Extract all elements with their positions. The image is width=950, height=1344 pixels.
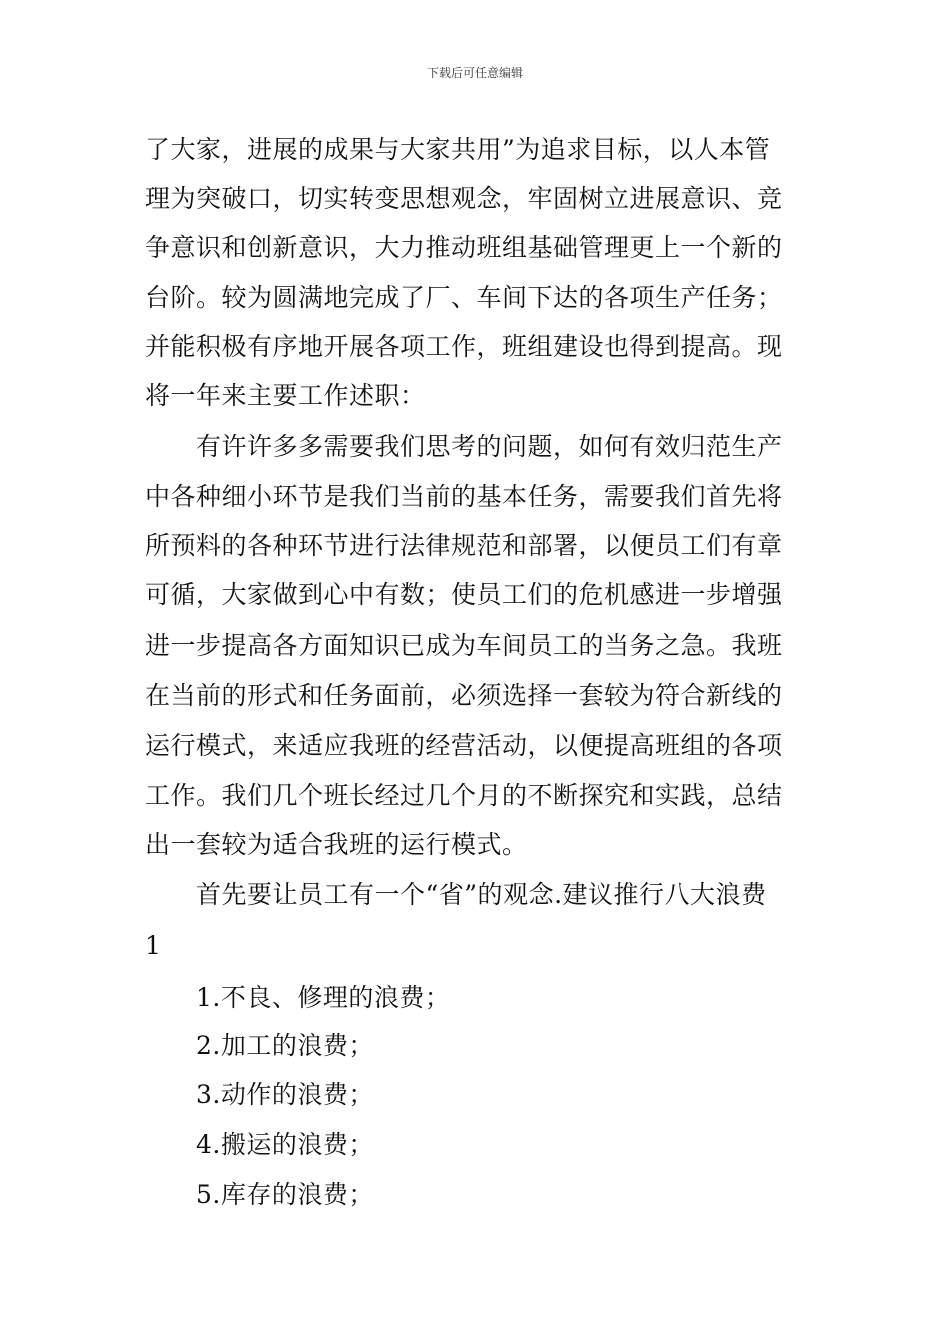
text-line: 在当前的形式和任务面前，必须选择一套较为符合新线的 [145, 681, 783, 710]
text-line: 有许许多多需要我们思考的问题，如何有效归范生产 [196, 432, 783, 461]
text-line: 出一套较为适合我班的运行模式。 [145, 830, 528, 859]
page-header: 下载后可任意编辑 [426, 66, 523, 80]
text-line: 可循，大家做到心中有数；使员工们的危机感进一步增强 [145, 580, 783, 609]
text-line: 工作。我们几个班长经过几个月的不断探究和实践，总结 [145, 781, 783, 810]
text-line: 争意识和创新意识，大力推动班组基础管理更上一个新的 [145, 233, 783, 262]
text-line: 1 [145, 931, 162, 960]
text-line: 首先要让员工有一个“省”的观念.建议推行八大浪费 [196, 880, 767, 909]
list-item: 1.不良、修理的浪费； [196, 983, 451, 1012]
text-line: 中各种细小环节是我们当前的基本任务，需要我们首先将 [145, 482, 783, 511]
list-item: 5.库存的浪费； [196, 1180, 374, 1209]
list-item: 2.加工的浪费； [196, 1031, 374, 1060]
text-line: 运行模式，来适应我班的经营活动，以便提高班组的各项 [145, 731, 783, 760]
text-line: 进一步提高各方面知识已成为车间员工的当务之急。我班 [145, 631, 783, 660]
text-line: 将一年来主要工作述职： [145, 381, 426, 410]
list-item: 3.动作的浪费； [196, 1080, 374, 1109]
text-line: 所预料的各种环节进行法律规范和部署，以便员工们有章 [145, 531, 783, 560]
text-line: 了大家，进展的成果与大家共用”为追求目标，以人本管 [145, 135, 771, 164]
text-line: 并能积极有序地开展各项工作，班组建设也得到提高。现 [145, 332, 783, 361]
text-line: 台阶。较为圆满地完成了厂、车间下达的各项生产任务； [145, 283, 783, 312]
list-item: 4.搬运的浪费； [196, 1130, 374, 1159]
text-line: 理为突破口，切实转变思想观念，牢固树立进展意识、竞 [145, 184, 783, 213]
